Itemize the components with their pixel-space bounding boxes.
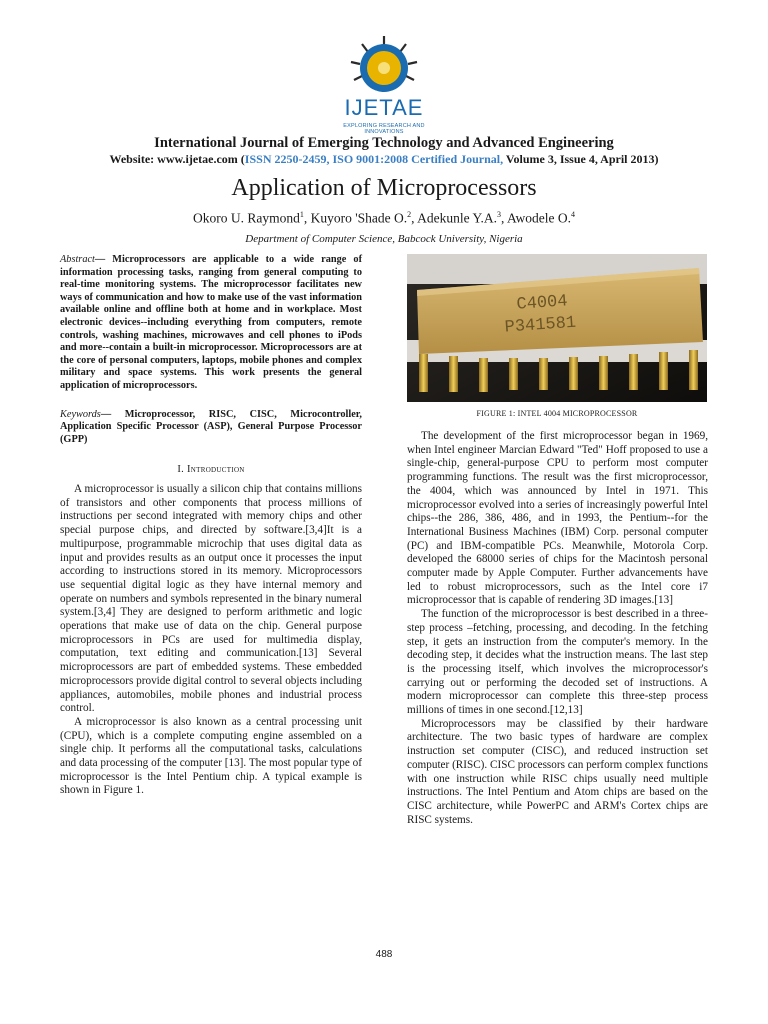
page-number: 488 [375,949,393,960]
figure-intel-4004-photo [407,254,707,402]
section-initial: I [187,464,191,476]
abstract-label: Abstract [60,254,95,265]
figure-caption: FIGURE 1: INTEL 4004 MICROPROCESSOR [476,409,638,418]
author-name: Okoro U. Raymond [192,210,300,226]
journal-title: International Journal of Emerging Technology and Advanced Engineering [154,135,614,151]
logo-acronym: IJETAE [344,95,424,120]
volume-text: Volume 3, Issue 4, April 2013) [503,152,659,166]
keywords-label: Keywords [60,408,101,420]
section-title-rest: ntroduction [190,464,245,476]
chip-label-line2: P341581 [504,313,577,338]
paper-title: Application of Microprocessors [231,175,537,201]
author-affil-number: 4 [571,210,576,219]
body-paragraph: Microprocessors may be classified by their hardware architecture. The two basic types of hardware are complex instruction set computer (CISC), and reduced instruction set computer (RISC). CISC processors can perform complex functions with one instruction while RISC chips usually need multiple instructions. The Intel Pentium and Atom chips are based on the CISC architecture, while PowerPC and ARM's Cortex chips are RISC systems. [407,717,708,826]
body-paragraph: The development of the first microprocessor began in 1969, when Intel engineer Marcian Edward "Ted" Hoff proposed to use a single-chip, general-purpose CPU to perform most computer programming functions. The result was the first microprocessor, the 4004, which was announced by Intel in 1971. This microprocessor evolved into a series of increasingly powerful Intel chips--the 286, 386, 486, and in 1993, the Pentium--for the International Business Machines (IBM) Corp. personal computer (PC) and IBM-compatible PCs. Meanwhile, Motorola Corp. developed the 68000 series of chips for the Macintosh personal computer made by Apple Computer. Further advancements have led to robust microprocessors, such as the Intel core i7 microprocessor that is capable of rendering 3D images.[13] [407,430,708,607]
abstract [60,254,362,393]
body-paragraph: A microprocessor is also known as a central processing unit (CPU), which is a complete computing engine assembled on a single chip. It performs all the computational tasks, calculations and data processing of the computer [13]. The most popular type of microprocessor is the Intel Pentium chip. A typical example is shown in Figure 1. [60,715,362,797]
author-separator: , [501,210,508,226]
author-name: Adekunle Y.A. [417,210,498,226]
logo-tagline: EXPLORING RESEARCH AND INNOVATIONS [343,123,425,135]
author-affil-number: 1 [299,210,304,219]
author-separator: , [411,210,418,226]
chip-photo-image [407,254,707,402]
left-column [60,254,362,798]
body-paragraph: A microprocessor is usually a silicon chip that contains millions of transistors and other components that process millions of instructions per second integrated with memory chips and other special purpose chips, and directed by software.[3,4]It is a multipurpose, programmable microchip that uses digital data as input and provides results as an output once it processes the input according to instructions stored in its memory. Microprocessors use sequential digital logic as they have internal memory and operate on numbers and symbols represented in the binary numeral system.[3,4] They are designed to perform arithmetic and logic operations that make use of data on the chip. General purpose microprocessors in PCs are used for multimedia display, computation, text editing and communication.[13] Several microprocessors are part of embedded systems. These embedded microprocessors provide digital control to several objects including appliances, automobiles, mobile phones and industrial process control. [60,483,362,715]
journal-logo [332,34,436,135]
author-name: Kuyoro 'Shade O. [310,210,408,226]
author-name: Awodele O. [507,210,572,226]
right-column [407,430,708,827]
abstract-text: — Microprocessors are applicable to a wide range of information processing tasks, ranging from general computing to real-time monitoring systems. The microprocessor facilitates new ways of communication and how to make use of the vast information available online and offline both at home and in workplace. Most electronic devices--including everything from computers, remote controls, washing machines, microwaves and cell phones to iPods and more--contain a built-in microprocessor. Microprocessors are at the core of personal computers, laptops, mobile phones and complex military and space systems. This work presents the general application of microprocessors. [60,254,362,391]
affiliation: Department of Computer Science, Babcock University, Nigeria [245,233,523,245]
section-heading [60,463,362,477]
author-affil-number: 2 [407,210,412,219]
author-separator: , [303,210,311,226]
website-prefix: Website: www.ijetae.com ( [109,152,245,166]
chip-label-line1: C4004 [515,292,569,315]
body-paragraph: The function of the microprocessor is best described in a three-step process –fetching, processing, and decoding. In the fetching step, it gets an instruction from the computer's memory. In the decoding step, it decides what the instruction means. The last step is the processing itself, which involves the microprocessor's carrying out or performing the decoded set of instructions. A modern microprocessor can complete this three-step process millions of times in one second.[12,13] [407,608,708,717]
logo-sun-icon [346,34,422,100]
author-list [0,210,768,227]
keywords [60,409,362,447]
keywords-text: — Microprocessor, RISC, CISC, Microcontroller, Application Specific Processor (ASP), General Purpose Processor (GPP) [60,408,362,445]
issn-text: ISSN 2250-2459, ISO 9001:2008 Certified Journal, [244,152,504,166]
author-affil-number: 3 [497,210,502,219]
section-numeral: I. [177,464,187,476]
journal-website-line [0,152,768,167]
